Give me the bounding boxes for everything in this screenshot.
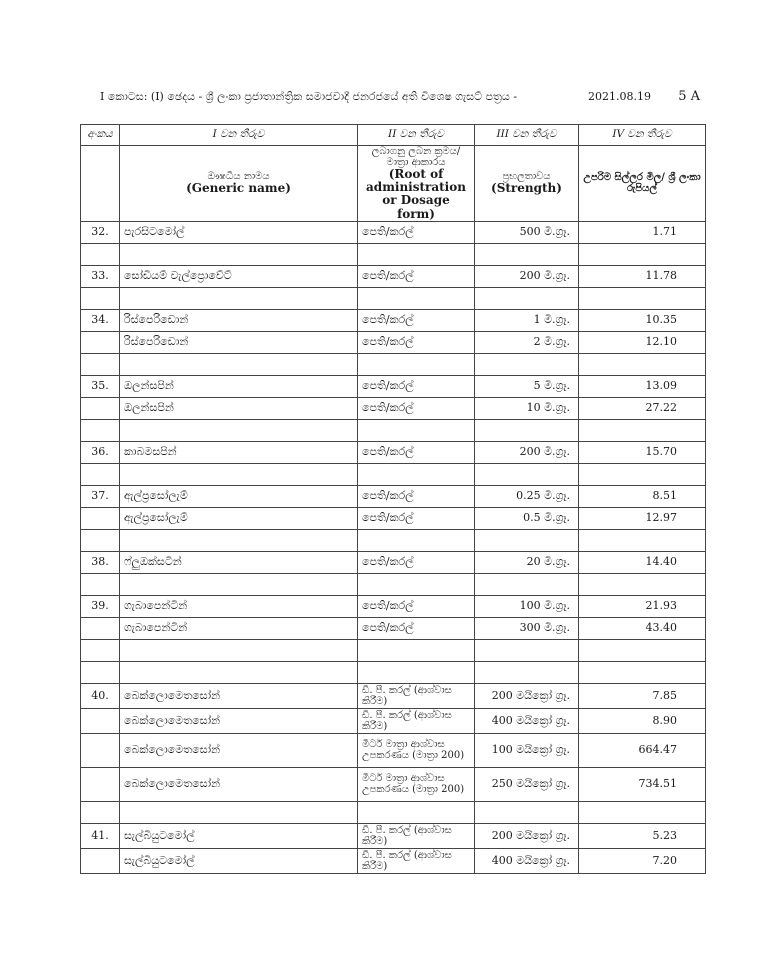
table-row [81,595,706,617]
subheader-blank [81,146,120,222]
generic-name: සැල්බියුටමෝල් [120,823,358,848]
max-retail-price: 5.23 [579,823,706,848]
generic-name: බෙක්ලොමෙතසෝන් [120,683,358,708]
col-1-header: I වන තීරුව [120,125,358,146]
generic-name: සෝඩියම් වැල්ප්‍රොවේට් [120,265,358,287]
generic-name: රිස්පෙරිඩොන් [120,309,358,331]
dosage-form: පෙති/කරල් [358,221,475,243]
strength: 400 මයික්‍රෝ ග්‍රෑ. [475,848,579,873]
column-header-row [81,125,706,146]
max-retail-price: 7.20 [579,848,706,873]
generic-name: ඔලන්සපින් [120,397,358,419]
generic-name-en: (Generic name) [186,181,291,196]
strength-si: ප්‍රභලතාවය [502,171,551,183]
dosage-form: පෙති/කරල් [358,507,475,529]
dosage-form: පෙති/කරල් [358,617,475,639]
row-number: 32. [81,221,120,243]
dosage-form: ඩී. පී. කරල් (ආශ්වාස කිරීම) [358,683,475,708]
generic-name: ගැබාපෙන්ටින් [120,617,358,639]
dosage-form: පෙති/කරල් [358,331,475,353]
row-number [81,331,120,353]
dosage-form: පෙති/කරල් [358,309,475,331]
generic-name: පැරසිටමෝල් [120,221,358,243]
row-number [81,617,120,639]
row-number [81,708,120,733]
max-retail-price: 10.35 [579,309,706,331]
table-row [81,397,706,419]
table-row [81,708,706,733]
row-number: 37. [81,485,120,507]
spacer-row [81,243,706,265]
spacer-row [81,529,706,551]
dosage-form: පෙති/කරල් [358,397,475,419]
table-row [81,485,706,507]
row-number [81,397,120,419]
max-retail-price: 11.78 [579,265,706,287]
table-row [81,265,706,287]
generic-name: ෆ්ලුඔක්සටින් [120,551,358,573]
row-number: 39. [81,595,120,617]
strength: 250 මයික්‍රෝ ග්‍රෑ. [475,767,579,801]
table-row [81,441,706,463]
dosage-form: පෙති/කරල් [358,551,475,573]
strength: 500 මි.ග්‍රෑ. [475,221,579,243]
strength: 0.25 මි.ග්‍රෑ. [475,485,579,507]
strength-header [475,146,579,222]
strength: 300 මි.ග්‍රෑ. [475,617,579,639]
table-row [81,551,706,573]
page-number: 5 A [678,89,700,104]
generic-name: ඔලන්සපින් [120,375,358,397]
dosage-form: පෙති/කරල් [358,485,475,507]
col-2-header: II වන තීරුව [358,125,475,146]
strength: 0.5 මි.ග්‍රෑ. [475,507,579,529]
dosage-form: පෙති/කරල් [358,375,475,397]
dosage-form: ඩී. පී. කරල් (ආශ්වාස කිරීම) [358,823,475,848]
subheader-row [81,146,706,222]
medicine-price-table [80,124,706,874]
generic-name: ඇල්ප්‍රසෝලැම් [120,507,358,529]
gazette-date: 2021.08.19 [588,90,651,103]
table-row [81,331,706,353]
row-number [81,848,120,873]
max-retail-price: 43.40 [579,617,706,639]
max-retail-price: 1.71 [579,221,706,243]
gazette-title: I කොටස: (I) ඡෙදය - ශ්‍රී ලංකා ප්‍රජාතාන්ත්‍රික සමාජවාදී ජනරජයේ අති විශෙෂ ගැසට් පත්‍රය - [100,90,518,103]
table-row [81,767,706,801]
generic-name-header [120,146,358,222]
row-number: 36. [81,441,120,463]
max-retail-price: 12.97 [579,507,706,529]
row-number: 38. [81,551,120,573]
max-retail-price: 27.22 [579,397,706,419]
table-row [81,507,706,529]
price-si: උපරිම සිල්ලර මිල/ ශ්‍රී ලංකා රුපියල් [583,172,701,195]
generic-name: සැල්බියුටමෝල් [120,848,358,873]
max-retail-price: 7.85 [579,683,706,708]
strength: 5 මි.ග්‍රෑ. [475,375,579,397]
dosage-form: ඩී. පී. කරල් (ආශ්වාස කිරීම) [358,848,475,873]
dosage-form: පෙති/කරල් [358,265,475,287]
col-4-header: IV වන තීරුව [579,125,706,146]
col-number-header: අංකය [81,125,120,146]
generic-name: කාබමසපින් [120,441,358,463]
max-retail-price: 8.51 [579,485,706,507]
strength-en: (Strength) [491,181,562,196]
col-3-header: III වන තීරුව [475,125,579,146]
max-retail-price: 21.93 [579,595,706,617]
row-number: 33. [81,265,120,287]
dosage-form: පෙති/කරල් [358,595,475,617]
strength: 1 මි.ග්‍රෑ. [475,309,579,331]
strength: 100 මි.ග්‍රෑ. [475,595,579,617]
table-row [81,221,706,243]
dosage-form: මීටර් මාත්‍රා ආශ්වාස උපකරණය (මාත්‍රා 200) [358,767,475,801]
strength: 2 මි.ග්‍රෑ. [475,331,579,353]
table-row [81,309,706,331]
max-retail-price: 734.51 [579,767,706,801]
page-header [100,90,700,110]
strength: 200 මයික්‍රෝ ග්‍රෑ. [475,823,579,848]
spacer-row [81,639,706,661]
generic-name: බෙක්ලොමෙතසෝන් [120,733,358,767]
max-retail-price: 15.70 [579,441,706,463]
table-row [81,848,706,873]
table-row [81,375,706,397]
strength: 20 මි.ග්‍රෑ. [475,551,579,573]
max-retail-price: 664.47 [579,733,706,767]
strength: 400 මයික්‍රෝ ග්‍රෑ. [475,708,579,733]
route-header [358,146,475,222]
table-row [81,823,706,848]
route-si: ලබාගනු ලබන ක්‍රමය/ මාත්‍රා ආකාරය [371,146,461,168]
max-retail-price: 8.90 [579,708,706,733]
row-number [81,767,120,801]
spacer-row [81,573,706,595]
table-row [81,683,706,708]
route-en: (Root of administration or Dosage form) [366,167,466,221]
row-number: 41. [81,823,120,848]
generic-name-si: ඖෂධීය නාමය [207,171,270,183]
price-header [579,146,706,222]
max-retail-price: 14.40 [579,551,706,573]
dosage-form: මීටර් මාත්‍රා ආශ්වාස උපකරණය (මාත්‍රා 200) [358,733,475,767]
row-number: 40. [81,683,120,708]
table-row [81,733,706,767]
spacer-row [81,419,706,441]
generic-name: ඇල්ප්‍රසෝලැම් [120,485,358,507]
max-retail-price: 13.09 [579,375,706,397]
spacer-row [81,801,706,823]
table-row [81,617,706,639]
generic-name: රිස්පෙරිඩොන් [120,331,358,353]
spacer-row [81,463,706,485]
spacer-row [81,353,706,375]
strength: 10 මි.ග්‍රෑ. [475,397,579,419]
spacer-row [81,287,706,309]
strength: 100 මයික්‍රෝ ග්‍රෑ. [475,733,579,767]
dosage-form: ඩී. පී. කරල් (ආශ්වාස කිරීම) [358,708,475,733]
dosage-form: පෙති/කරල් [358,441,475,463]
row-number [81,507,120,529]
row-number [81,733,120,767]
row-number: 35. [81,375,120,397]
max-retail-price: 12.10 [579,331,706,353]
generic-name: බෙක්ලොමෙතසෝන් [120,767,358,801]
strength: 200 මයික්‍රෝ ග්‍රෑ. [475,683,579,708]
spacer-row [81,661,706,683]
generic-name: ගැබාපෙන්ටින් [120,595,358,617]
row-number: 34. [81,309,120,331]
strength: 200 මි.ග්‍රෑ. [475,441,579,463]
generic-name: බෙක්ලොමෙතසෝන් [120,708,358,733]
strength: 200 මි.ග්‍රෑ. [475,265,579,287]
